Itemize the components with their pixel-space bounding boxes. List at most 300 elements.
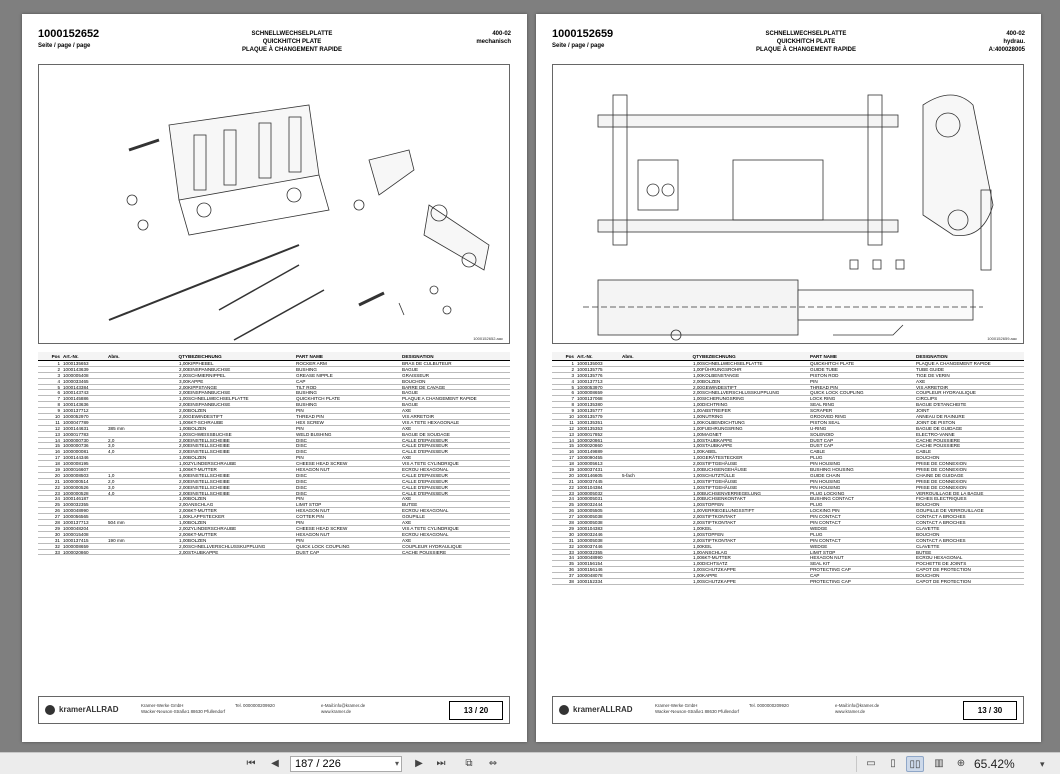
cell-art: 1000104383 bbox=[577, 525, 603, 531]
cell-fr: AXE bbox=[916, 378, 926, 384]
cell-abm: 4,0 bbox=[108, 490, 115, 496]
cell-qty: 2,00 bbox=[179, 443, 188, 449]
cell-art: 1000135003 bbox=[577, 361, 603, 366]
cell-art: 1000146187 bbox=[63, 496, 89, 502]
col-qty: QTY bbox=[178, 354, 188, 359]
cell-pos: 4 bbox=[57, 378, 60, 384]
cell-art: 1000020860 bbox=[577, 443, 603, 449]
cell-fr: CONTACT A BROCHES bbox=[916, 520, 966, 526]
cell-en: CHEESE HEAD SCREW bbox=[296, 525, 348, 531]
cell-art: 1000135777 bbox=[577, 408, 603, 414]
cell-fr: CALLE D'EPAISSEUR bbox=[402, 472, 448, 478]
cell-abm: 190 mm bbox=[108, 537, 125, 543]
col-de: BEZEICHNUNG bbox=[702, 354, 736, 359]
cell-art: 1000144631 bbox=[63, 425, 89, 431]
cell-de: SCHNELLVERSCHLUSSKUPPLUNG bbox=[702, 390, 780, 396]
cell-de: SICHERUNGSRING bbox=[702, 396, 745, 402]
cell-de: ZYLINDERSCHRAUBE bbox=[188, 461, 237, 467]
cell-en: PIN bbox=[810, 378, 818, 384]
article-number: 1000152652 bbox=[38, 28, 100, 40]
title-fr: PLAQUE À CHANGEMENT RAPIDE bbox=[241, 47, 342, 53]
cell-de: GERÄTESTECKER bbox=[702, 455, 743, 461]
cell-en: HEXAGON NUT bbox=[296, 467, 330, 473]
cell-pos: 6 bbox=[571, 390, 574, 396]
cell-fr: ELECTRO-VANNE bbox=[916, 431, 955, 437]
cell-de: BOLZEN bbox=[188, 455, 207, 461]
cell-qty: 1,00 bbox=[693, 543, 702, 549]
zoom-in-icon[interactable]: ⊕ bbox=[956, 758, 966, 769]
cell-pos: 2 bbox=[571, 366, 574, 372]
cell-pos: 28 bbox=[568, 520, 574, 526]
cell-de: GEWINDESTIFT bbox=[188, 414, 223, 420]
cell-en: BUSHING bbox=[296, 366, 317, 372]
cell-de: 6KT-MUTTER bbox=[702, 555, 731, 561]
logo-icon bbox=[45, 705, 55, 715]
cell-pos: 19 bbox=[568, 467, 574, 473]
cell-de: KOLBENSTANGE bbox=[702, 372, 740, 378]
cell-de: STAUBKAPPE bbox=[702, 437, 733, 443]
cell-pos: 20 bbox=[568, 472, 574, 478]
previous-page-icon[interactable]: ◀ bbox=[271, 758, 279, 769]
last-page-icon[interactable]: ⏭ bbox=[436, 758, 446, 769]
cell-qty: 2,00 bbox=[179, 372, 188, 378]
cell-pos: 19 bbox=[54, 467, 60, 473]
cell-fr: BOUCHON bbox=[916, 455, 940, 461]
cell-de: SCHWEISSBUCHSE bbox=[188, 431, 232, 437]
cell-en: BUSHING HOUSING bbox=[810, 467, 854, 473]
cell-qty: 1,00 bbox=[693, 484, 702, 490]
cell-de: KAPPE bbox=[188, 378, 204, 384]
cell-en: BUSHING bbox=[296, 402, 317, 408]
cell-fr: BUTEE bbox=[402, 502, 418, 508]
drawing-id: 1000152659.aac bbox=[987, 336, 1017, 341]
table-body bbox=[38, 361, 510, 555]
cell-qty: 1,00 bbox=[693, 425, 702, 431]
cell-pos: 29 bbox=[568, 525, 574, 531]
col-qty: QTY bbox=[692, 354, 702, 359]
cell-en: HEXAGON NUT bbox=[296, 508, 330, 514]
cell-qty: 1,00 bbox=[693, 414, 702, 420]
next-page-icon[interactable]: ▶ bbox=[415, 758, 423, 769]
cell-en: HEX SCREW bbox=[296, 419, 324, 425]
cell-qty: 6,00 bbox=[179, 472, 188, 478]
cell-en: BUSHING bbox=[296, 390, 317, 396]
cell-fr: CALLE D'EPAISSEUR bbox=[402, 449, 448, 455]
cell-pos: 3 bbox=[57, 372, 60, 378]
cell-en: DISC bbox=[296, 484, 307, 490]
cell-de: BUCHSENVERRIEGELUNG bbox=[702, 490, 761, 496]
cell-pos: 30 bbox=[568, 531, 574, 537]
cell-pos: 33 bbox=[568, 549, 574, 555]
cell-en: PIN bbox=[296, 408, 304, 414]
variant-serial: A:400028005 bbox=[988, 47, 1025, 53]
cell-pos: 33 bbox=[54, 549, 60, 555]
cell-de: NUTRING bbox=[702, 414, 723, 420]
cell-qty: 2,00 bbox=[693, 537, 702, 543]
cell-pos: 34 bbox=[568, 555, 574, 561]
page-number-value: 187 / 226 bbox=[295, 758, 341, 770]
cell-de: SCHNELLWECHSELPLATTE bbox=[702, 361, 763, 366]
cell-fr: CALLE D'EPAISSEUR bbox=[402, 443, 448, 449]
cell-en: SOLENOID bbox=[810, 431, 834, 437]
cell-en: PIN CONTACT bbox=[810, 514, 841, 520]
cell-qty: 1,00 bbox=[693, 478, 702, 484]
table-header bbox=[552, 352, 1024, 361]
cell-de: ZYLINDERSCHRAUBE bbox=[188, 525, 237, 531]
cell-pos: 30 bbox=[54, 531, 60, 537]
cell-qty: 2,00 bbox=[179, 525, 188, 531]
group-code bbox=[989, 30, 1025, 54]
cell-fr: CACHE POUSSIERE bbox=[916, 437, 961, 443]
cell-fr: CLAVETTE bbox=[916, 525, 940, 531]
cell-art: 1000135380 bbox=[577, 402, 603, 408]
cell-pos: 5 bbox=[571, 384, 574, 390]
cell-en: BUSHING CONTACT bbox=[810, 496, 855, 502]
cell-pos: 18 bbox=[54, 461, 60, 467]
cell-en: PIN bbox=[296, 537, 304, 543]
cell-fr: CAPOT DE PROTECTION bbox=[916, 567, 971, 573]
cell-de: STIFTGEHÄUSE bbox=[702, 484, 738, 490]
cell-de: STIFTKONTAKT bbox=[702, 537, 737, 543]
cell-qty: 2,00 bbox=[693, 378, 702, 384]
cell-art: 1000135775 bbox=[577, 366, 603, 372]
cell-fr: CACHE POUSSIERE bbox=[916, 443, 961, 449]
cell-fr: CALLE D'EPAISSEUR bbox=[402, 478, 448, 484]
table-header bbox=[38, 352, 510, 361]
cell-pos: 9 bbox=[57, 408, 60, 414]
cell-pos: 26 bbox=[54, 508, 60, 514]
cell-art: 1000137068 bbox=[577, 396, 603, 402]
cell-pos: 4 bbox=[571, 378, 574, 384]
cell-fr: ECROU HEXAGONAL bbox=[402, 467, 449, 473]
cell-de: STAUBKAPPE bbox=[188, 549, 219, 555]
cell-art: 1000144346 bbox=[63, 455, 89, 461]
cell-qty: 2,00 bbox=[179, 414, 188, 420]
cell-qty: 1,00 bbox=[179, 396, 188, 402]
cell-qty: 1,00 bbox=[179, 461, 188, 467]
cell-art: 1000017852 bbox=[577, 431, 603, 437]
fit-width-icon[interactable]: ⇔ bbox=[488, 758, 498, 769]
cell-fr: FICHES ELECTRIQUES bbox=[916, 496, 967, 502]
title-en: QUICKHITCH PLATE bbox=[262, 39, 322, 45]
cell-de: MAGNET bbox=[702, 431, 722, 437]
cell-de: ANSCHLAG bbox=[702, 549, 728, 555]
cell-pos: 29 bbox=[54, 525, 60, 531]
title-de: SCHNELLWECHSELPLATTE bbox=[251, 31, 333, 37]
cell-qty: 2,00 bbox=[179, 543, 188, 549]
page-number-box: 13 / 20 bbox=[449, 701, 503, 720]
cell-fr: POCHETTE DE JOINTS bbox=[916, 561, 967, 567]
cell-pos: 31 bbox=[54, 537, 60, 543]
cell-pos: 13 bbox=[54, 431, 60, 437]
cell-pos: 17 bbox=[568, 455, 574, 461]
cell-fr: BOUCHON bbox=[402, 378, 426, 384]
cell-fr: BARRE DE CAVAGE bbox=[402, 384, 446, 390]
cell-de: BOLZEN bbox=[188, 425, 207, 431]
cell-qty: 2,00 bbox=[693, 514, 702, 520]
cell-en: LOCKING PIN bbox=[810, 508, 840, 514]
cell-de: ABSTREIFER bbox=[702, 408, 731, 414]
cell-qty: 1,00 bbox=[693, 549, 702, 555]
code: 400-02 bbox=[492, 31, 511, 37]
address-line: Kramer-Werke GmbH bbox=[141, 703, 184, 708]
cell-de: BOLZEN bbox=[188, 496, 207, 502]
cell-fr: BOUCHON bbox=[916, 502, 940, 508]
cell-pos: 18 bbox=[568, 461, 574, 467]
cell-de: STIFTKONTAKT bbox=[702, 520, 737, 526]
col-de: BEZEICHNUNG bbox=[188, 354, 222, 359]
cell-art: 1000008659 bbox=[63, 543, 89, 549]
drawing-right-svg bbox=[553, 65, 1025, 345]
cell-fr: BRAS DE CULBUTEUR bbox=[402, 361, 452, 366]
cell-pos: 9 bbox=[571, 408, 574, 414]
cell-fr: AXE bbox=[402, 455, 412, 461]
cell-art: 1000135353 bbox=[577, 425, 603, 431]
cell-pos: 24 bbox=[568, 496, 574, 502]
zoom-out-icon[interactable]: ▭ bbox=[866, 758, 876, 769]
cell-fr: AXE bbox=[402, 537, 412, 543]
zoom-dropdown-icon[interactable]: ▾ bbox=[1040, 759, 1045, 769]
cell-fr: CHAINE DE GUIDAGE bbox=[916, 472, 964, 478]
drawing-id: 1000152652.aac bbox=[473, 336, 503, 341]
cell-de: 6KT-MUTTER bbox=[188, 531, 217, 537]
cell-qty: 1,00 bbox=[693, 437, 702, 443]
cell-fr: BAGUE D'ETANCHEITE bbox=[916, 402, 967, 408]
cell-fr: CALLE D'EPAISSEUR bbox=[402, 490, 448, 496]
cell-abm: 5-fach bbox=[622, 472, 635, 478]
single-page-icon[interactable]: ▯ bbox=[890, 758, 896, 769]
cell-art: 1000156146 bbox=[577, 567, 603, 573]
cell-art: 1000015408 bbox=[63, 531, 89, 537]
cell-de: BOLZEN bbox=[188, 537, 207, 543]
cell-fr: VERROUILLAGE DE LA BAGUE bbox=[916, 490, 984, 496]
col-en: PART NAME bbox=[296, 354, 323, 359]
cell-qty: 1,00 bbox=[693, 402, 702, 408]
cell-art: 1000137713 bbox=[577, 378, 603, 384]
cell-de: DICHTRING bbox=[702, 402, 728, 408]
cell-fr: VIS A TETE CYLINDRIQUE bbox=[402, 461, 459, 467]
cell-pos: 16 bbox=[54, 449, 60, 455]
cell-art: 1000056565 bbox=[63, 514, 89, 520]
cell-art: 1000135776 bbox=[577, 372, 603, 378]
cell-fr: PLAQUE A CHANGEMENT RAPIDE bbox=[402, 396, 477, 402]
page-title bbox=[172, 30, 412, 54]
col-pos: Pos bbox=[51, 354, 60, 359]
col-abm: Abm. bbox=[108, 354, 120, 359]
cell-art: 1000048078 bbox=[577, 573, 603, 579]
cell-fr: BAGUE bbox=[402, 366, 419, 372]
address-line: Wacker-Neuson-Straße1 88630 Pfullendorf bbox=[655, 709, 740, 714]
zoom-level[interactable]: 65.42% bbox=[974, 757, 1015, 771]
cell-de: SCHUTZTÜLLE bbox=[702, 472, 735, 478]
two-page-continuous-icon[interactable]: ▥ bbox=[934, 758, 944, 769]
cell-fr: BOUCHON bbox=[916, 573, 940, 579]
cell-fr: BUTEE bbox=[916, 549, 932, 555]
cell-qty: 2,00 bbox=[693, 384, 702, 390]
cell-qty: 1,00 bbox=[693, 490, 702, 496]
footer-website: www.kramer.de bbox=[835, 709, 866, 714]
cell-de: VERRIEGELUNGSSTIFT bbox=[702, 508, 755, 514]
page-footer bbox=[552, 696, 1024, 724]
cell-art: 1000005505 bbox=[577, 508, 603, 514]
cell-qty: 2,00 bbox=[179, 478, 188, 484]
col-fr: DESIGNATION bbox=[402, 354, 434, 359]
cell-en: GREASE NIPPLE bbox=[296, 372, 333, 378]
cell-de: EINSTELLSCHEIBE bbox=[188, 490, 230, 496]
cell-art: 1000032355 bbox=[577, 549, 603, 555]
cell-de: 6KT-MUTTER bbox=[188, 508, 217, 514]
cell-abm: 504 mm bbox=[108, 520, 125, 526]
cell-art: 1000017783 bbox=[63, 431, 89, 437]
cell-de: SCHNELLWECHSELPLATTE bbox=[188, 396, 249, 402]
cell-art: 1000005038 bbox=[577, 537, 603, 543]
cell-art: 1000005032 bbox=[577, 490, 603, 496]
cell-de: EINSTELLSCHEIBE bbox=[188, 443, 230, 449]
chevron-down-icon[interactable]: ▾ bbox=[394, 759, 399, 768]
cell-art: 1000143639 bbox=[63, 366, 89, 372]
cell-pos: 15 bbox=[54, 443, 60, 449]
cell-qty: 2,00 bbox=[179, 484, 188, 490]
cell-en: PIN CONTACT bbox=[810, 537, 841, 543]
cell-en: PIN bbox=[296, 425, 304, 431]
cell-de: EINSPANNBUCHSE bbox=[188, 402, 231, 408]
toolbar-divider bbox=[856, 756, 857, 772]
two-page-icon[interactable]: ▯▯ bbox=[906, 756, 924, 772]
cell-art: 1000000081 bbox=[63, 449, 89, 455]
footer-email: e-Mail:info@kramer.de bbox=[835, 703, 880, 708]
col-fr: DESIGNATION bbox=[916, 354, 948, 359]
cell-qty: 1,00 bbox=[693, 567, 702, 573]
cell-qty: 1,00 bbox=[693, 578, 702, 584]
cell-de: ANSCHLAG bbox=[188, 502, 214, 508]
cell-en: PIN HOUSING bbox=[810, 484, 841, 490]
cell-art: 1000090455 bbox=[577, 455, 603, 461]
page-number-input[interactable] bbox=[290, 756, 402, 772]
cell-fr: ANNEAU DE RAINURE bbox=[916, 414, 965, 420]
viewer-toolbar bbox=[0, 752, 1060, 774]
exploded-drawing bbox=[552, 64, 1024, 344]
cell-en: DISC bbox=[296, 443, 307, 449]
cell-fr: TUBE GUIDE bbox=[916, 366, 945, 372]
cell-fr: VIS A TETE CYLINDRIQUE bbox=[402, 525, 459, 531]
cell-qty: 1,00 bbox=[693, 419, 702, 425]
cell-qty: 2,00 bbox=[179, 531, 188, 537]
cell-fr: GOUPILLE bbox=[402, 514, 425, 520]
page-number-box: 13 / 30 bbox=[963, 701, 1017, 720]
cell-en: QUICK LOCK COUPLING bbox=[810, 390, 864, 396]
cell-en: TILT ROD bbox=[296, 384, 317, 390]
cell-qty: 1,00 bbox=[693, 396, 702, 402]
cell-en: LIMIT STOP bbox=[810, 549, 836, 555]
cell-en: COTTER PIN bbox=[296, 514, 324, 520]
cell-art: 1000000526 bbox=[63, 484, 89, 490]
cell-qty: 2,00 bbox=[179, 408, 188, 414]
cell-en: LIMIT STOP bbox=[296, 502, 322, 508]
fit-page-icon[interactable]: ⧉ bbox=[465, 758, 473, 769]
right-page bbox=[536, 14, 1041, 742]
cell-qty: 2,00 bbox=[179, 437, 188, 443]
cell-fr: GRAISSEUR bbox=[402, 372, 430, 378]
cell-art: 1000137713 bbox=[63, 520, 89, 526]
cell-en: DUST CAP bbox=[296, 549, 320, 555]
cell-qty: 1,00 bbox=[179, 520, 188, 526]
cell-en: WEDGE bbox=[810, 525, 828, 531]
cell-fr: BAGUE DE SOUDAGE bbox=[402, 431, 450, 437]
cell-pos: 12 bbox=[568, 425, 574, 431]
cell-fr: AXE bbox=[402, 425, 412, 431]
cell-art: 1000032446 bbox=[577, 531, 603, 537]
footer-phone: Tel. 0000000209920 bbox=[235, 703, 275, 708]
first-page-icon[interactable]: ⏮ bbox=[246, 758, 256, 769]
cell-en: PISTON ROD bbox=[810, 372, 839, 378]
cell-art: 1000000514 bbox=[63, 478, 89, 484]
cell-pos: 5 bbox=[57, 384, 60, 390]
cell-qty: 1,00 bbox=[693, 361, 702, 366]
cell-qty: 2,00 bbox=[179, 402, 188, 408]
cell-art: 1000143384 bbox=[63, 384, 89, 390]
cell-abm: 385 mm bbox=[108, 425, 125, 431]
cell-en: PIN CONTACT bbox=[810, 520, 841, 526]
cell-abm: 2,0 bbox=[108, 437, 115, 443]
cell-de: EINSTELLSCHEIBE bbox=[188, 484, 230, 490]
cell-art: 1000137415 bbox=[63, 537, 89, 543]
cell-pos: 6 bbox=[57, 390, 60, 396]
cell-qty: 1,00 bbox=[693, 555, 702, 561]
cell-en: GROOVED RING bbox=[810, 414, 847, 420]
cell-de: KEIL bbox=[702, 543, 712, 549]
cell-art: 1000005038 bbox=[577, 514, 603, 520]
cell-en: CAP bbox=[810, 573, 820, 579]
cell-qty: 1,00 bbox=[179, 455, 188, 461]
footer-contact bbox=[321, 703, 365, 715]
cell-fr: PLAQUE A CHANGEMENT RAPIDE bbox=[916, 361, 991, 366]
cell-de: DICHTSATZ bbox=[702, 561, 728, 567]
cell-pos: 25 bbox=[54, 502, 60, 508]
cell-qty: 2,00 bbox=[693, 520, 702, 526]
left-page bbox=[22, 14, 527, 742]
footer-email: e-Mail:info@kramer.de bbox=[321, 703, 366, 708]
cell-art: 1000032355 bbox=[63, 502, 89, 508]
cell-de: FÜHRUNGSROHR bbox=[702, 366, 742, 372]
table-body bbox=[552, 361, 1024, 585]
cell-qty: 2,00 bbox=[179, 366, 188, 372]
cell-pos: 31 bbox=[568, 537, 574, 543]
cell-fr: CONTACT A BROCHES bbox=[916, 514, 966, 520]
cell-de: SCHMIERNIPPEL bbox=[188, 372, 226, 378]
cell-de: KIPPHEBEL bbox=[188, 361, 214, 366]
cell-art: 1000000736 bbox=[63, 443, 89, 449]
kramer-logo bbox=[559, 705, 633, 715]
cell-de: 6KT-MUTTER bbox=[188, 467, 217, 473]
cell-qty: 2,00 bbox=[179, 549, 188, 555]
cell-art: 1000152334 bbox=[577, 578, 603, 584]
cell-fr: JOINT DE PISTON bbox=[916, 419, 956, 425]
variant: hydrau. bbox=[1003, 39, 1025, 45]
cell-pos: 21 bbox=[568, 478, 574, 484]
cell-abm: 3,0 bbox=[108, 484, 115, 490]
cell-qty: 1,00 bbox=[693, 561, 702, 567]
logo-icon bbox=[559, 705, 569, 715]
cell-art: 1000033465 bbox=[63, 378, 89, 384]
cell-art: 1000135653 bbox=[63, 361, 89, 366]
cell-fr: CABLE bbox=[916, 449, 932, 455]
address-line: Kramer-Werke GmbH bbox=[655, 703, 698, 708]
cell-pos: 32 bbox=[54, 543, 60, 549]
cell-art: 1000146605 bbox=[577, 472, 603, 478]
cell-qty: 1,00 bbox=[179, 514, 188, 520]
cell-pos: 8 bbox=[57, 402, 60, 408]
cell-en: HEXAGON NUT bbox=[296, 531, 330, 537]
